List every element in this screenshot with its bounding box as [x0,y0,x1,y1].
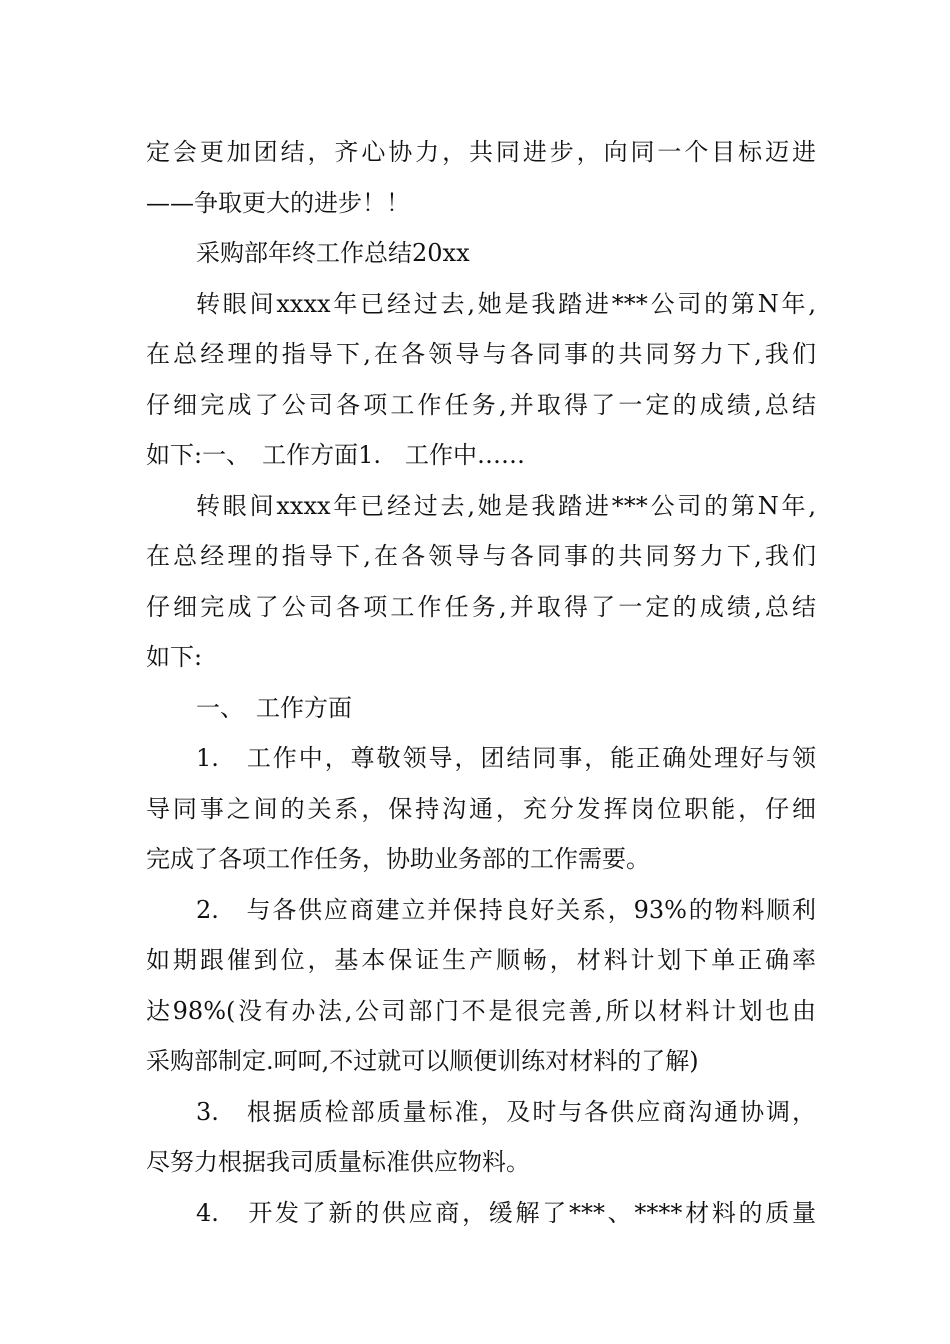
text-line: 如下: [146,643,203,671]
list-item: 1. 工作中，尊敬领导，团结同事，能正确处理好与领 [196,744,816,772]
text-line: 完成了各项工作任务，协助业务部的工作需要。 [146,845,650,873]
section-heading: 采购部年终工作总结20xx [196,239,470,267]
text-line: 导同事之间的关系，保持沟通，充分发挥岗位职能，仔细 [146,794,816,823]
list-item: 3. 根据质检部质量标准，及时与各供应商沟通协调， [196,1097,816,1126]
text-line: 仔细完成了公司各项工作任务,并取得了一定的成绩,总结 [146,592,816,621]
text-line: 在总经理的指导下,在各领导与各同事的共同努力下,我们 [146,340,816,368]
text-line: 如期跟催到位，基本保证生产顺畅，材料计划下单正确率 [146,946,816,974]
text-line: 转眼间xxxx年已经过去,她是我踏进***公司的第N年, [196,491,816,520]
text-line: 达98%(没有办法,公司部门不是很完善,所以材料计划也由 [146,996,816,1025]
text-line: 尽努力根据我司质量标准供应物料。 [146,1148,530,1176]
list-item: 2. 与各供应商建立并保持良好关系，93%的物料顺利 [196,895,816,924]
text-line: 在总经理的指导下,在各领导与各同事的共同努力下,我们 [146,542,816,570]
text-line: 采购部制定.呵呵,不过就可以顺便训练对材料的了解) [146,1047,699,1075]
text-line: 仔细完成了公司各项工作任务,并取得了一定的成绩,总结 [146,390,816,419]
text-line: 转眼间xxxx年已经过去,她是我踏进***公司的第N年, [196,289,816,318]
list-item: 4. 开发了新的供应商，缓解了***、****材料的质量 [196,1198,816,1227]
section-heading: 一、 工作方面 [196,693,352,722]
text-line: ——争取更大的进步！！ [146,188,410,217]
document-body [146,127,816,1238]
text-line: 如下:一、 工作方面1. 工作中…… [146,441,525,469]
text-line: 定会更加团结，齐心协力，共同进步，向同一个目标迈进 [146,138,816,166]
